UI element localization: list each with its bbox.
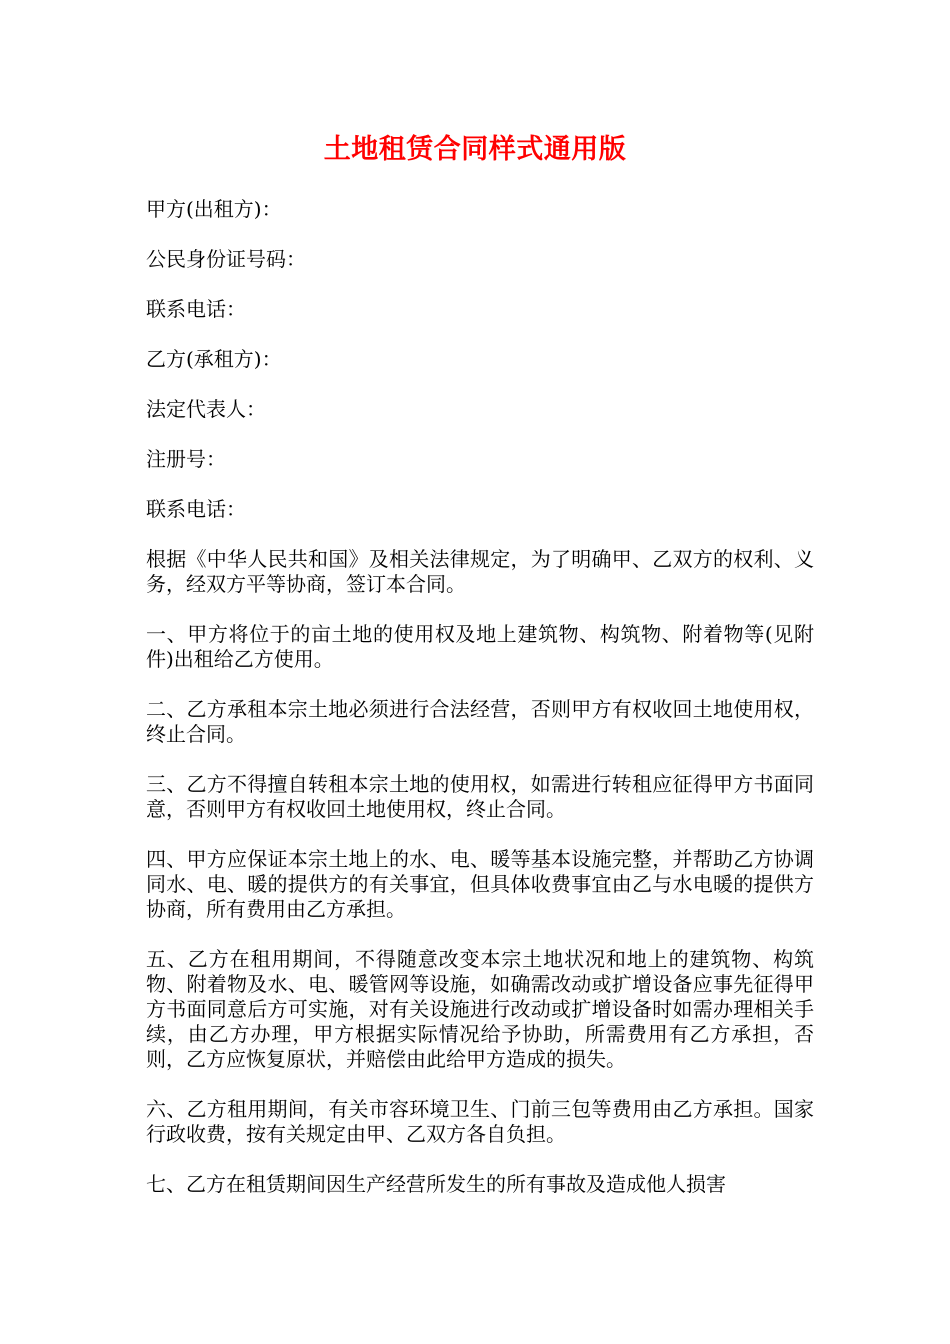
clause-4-paragraph: 四、甲方应保证本宗土地上的水、电、暖等基本设施完整，并帮助乙方协调同水、电、暖的提供方的有关事宜，但具体收费事宜由乙与水电暖的提供方协商，所有费用由乙方承担。	[146, 847, 814, 921]
registration-number-field: 注册号：	[146, 447, 226, 471]
clause-5-paragraph: 五、乙方在租用期间，不得随意改变本宗土地状况和地上的建筑物、构筑物、附着物及水、电、暖管网等设施，如确需改动或扩增设备应事先征得甲方书面同意后方可实施，对有关设施进行改动或扩增设备时如需办理相关手续，由乙方办理，甲方根据实际情况给予协助，所需费用有乙方承担，否则，乙方应恢复原状，并赔偿由此给甲方造成的损失。	[146, 947, 814, 1071]
document-title: 土地租赁合同样式通用版	[323, 134, 627, 165]
document-body	[146, 197, 814, 1222]
party-a-phone-field: 联系电话：	[146, 297, 246, 321]
party-b-phone-field: 联系电话：	[146, 497, 246, 521]
clause-3-paragraph: 三、乙方不得擅自转租本宗土地的使用权，如需进行转租应征得甲方书面同意，否则甲方有权收回土地使用权，终止合同。	[146, 772, 814, 821]
party-b-lessee-field: 乙方(承租方)：	[146, 347, 282, 371]
legal-representative-field: 法定代表人：	[146, 397, 266, 421]
clause-7-paragraph: 七、乙方在租赁期间因生产经营所发生的所有事故及造成他人损害	[146, 1172, 726, 1196]
clause-6-paragraph: 六、乙方租用期间，有关市容环境卫生、门前三包等费用由乙方承担。国家行政收费，按有关规定由甲、乙双方各自负担。	[146, 1097, 814, 1146]
clause-1-paragraph: 一、甲方将位于的亩土地的使用权及地上建筑物、构筑物、附着物等(见附件)出租给乙方使用。	[146, 622, 814, 671]
id-number-field: 公民身份证号码：	[146, 247, 306, 271]
party-a-lessor-field: 甲方(出租方)：	[146, 197, 282, 221]
preamble-paragraph: 根据《中华人民共和国》及相关法律规定，为了明确甲、乙双方的权利、义务，经双方平等协商，签订本合同。	[146, 547, 814, 596]
clause-2-paragraph: 二、乙方承租本宗土地必须进行合法经营，否则甲方有权收回土地使用权，终止合同。	[146, 697, 814, 746]
